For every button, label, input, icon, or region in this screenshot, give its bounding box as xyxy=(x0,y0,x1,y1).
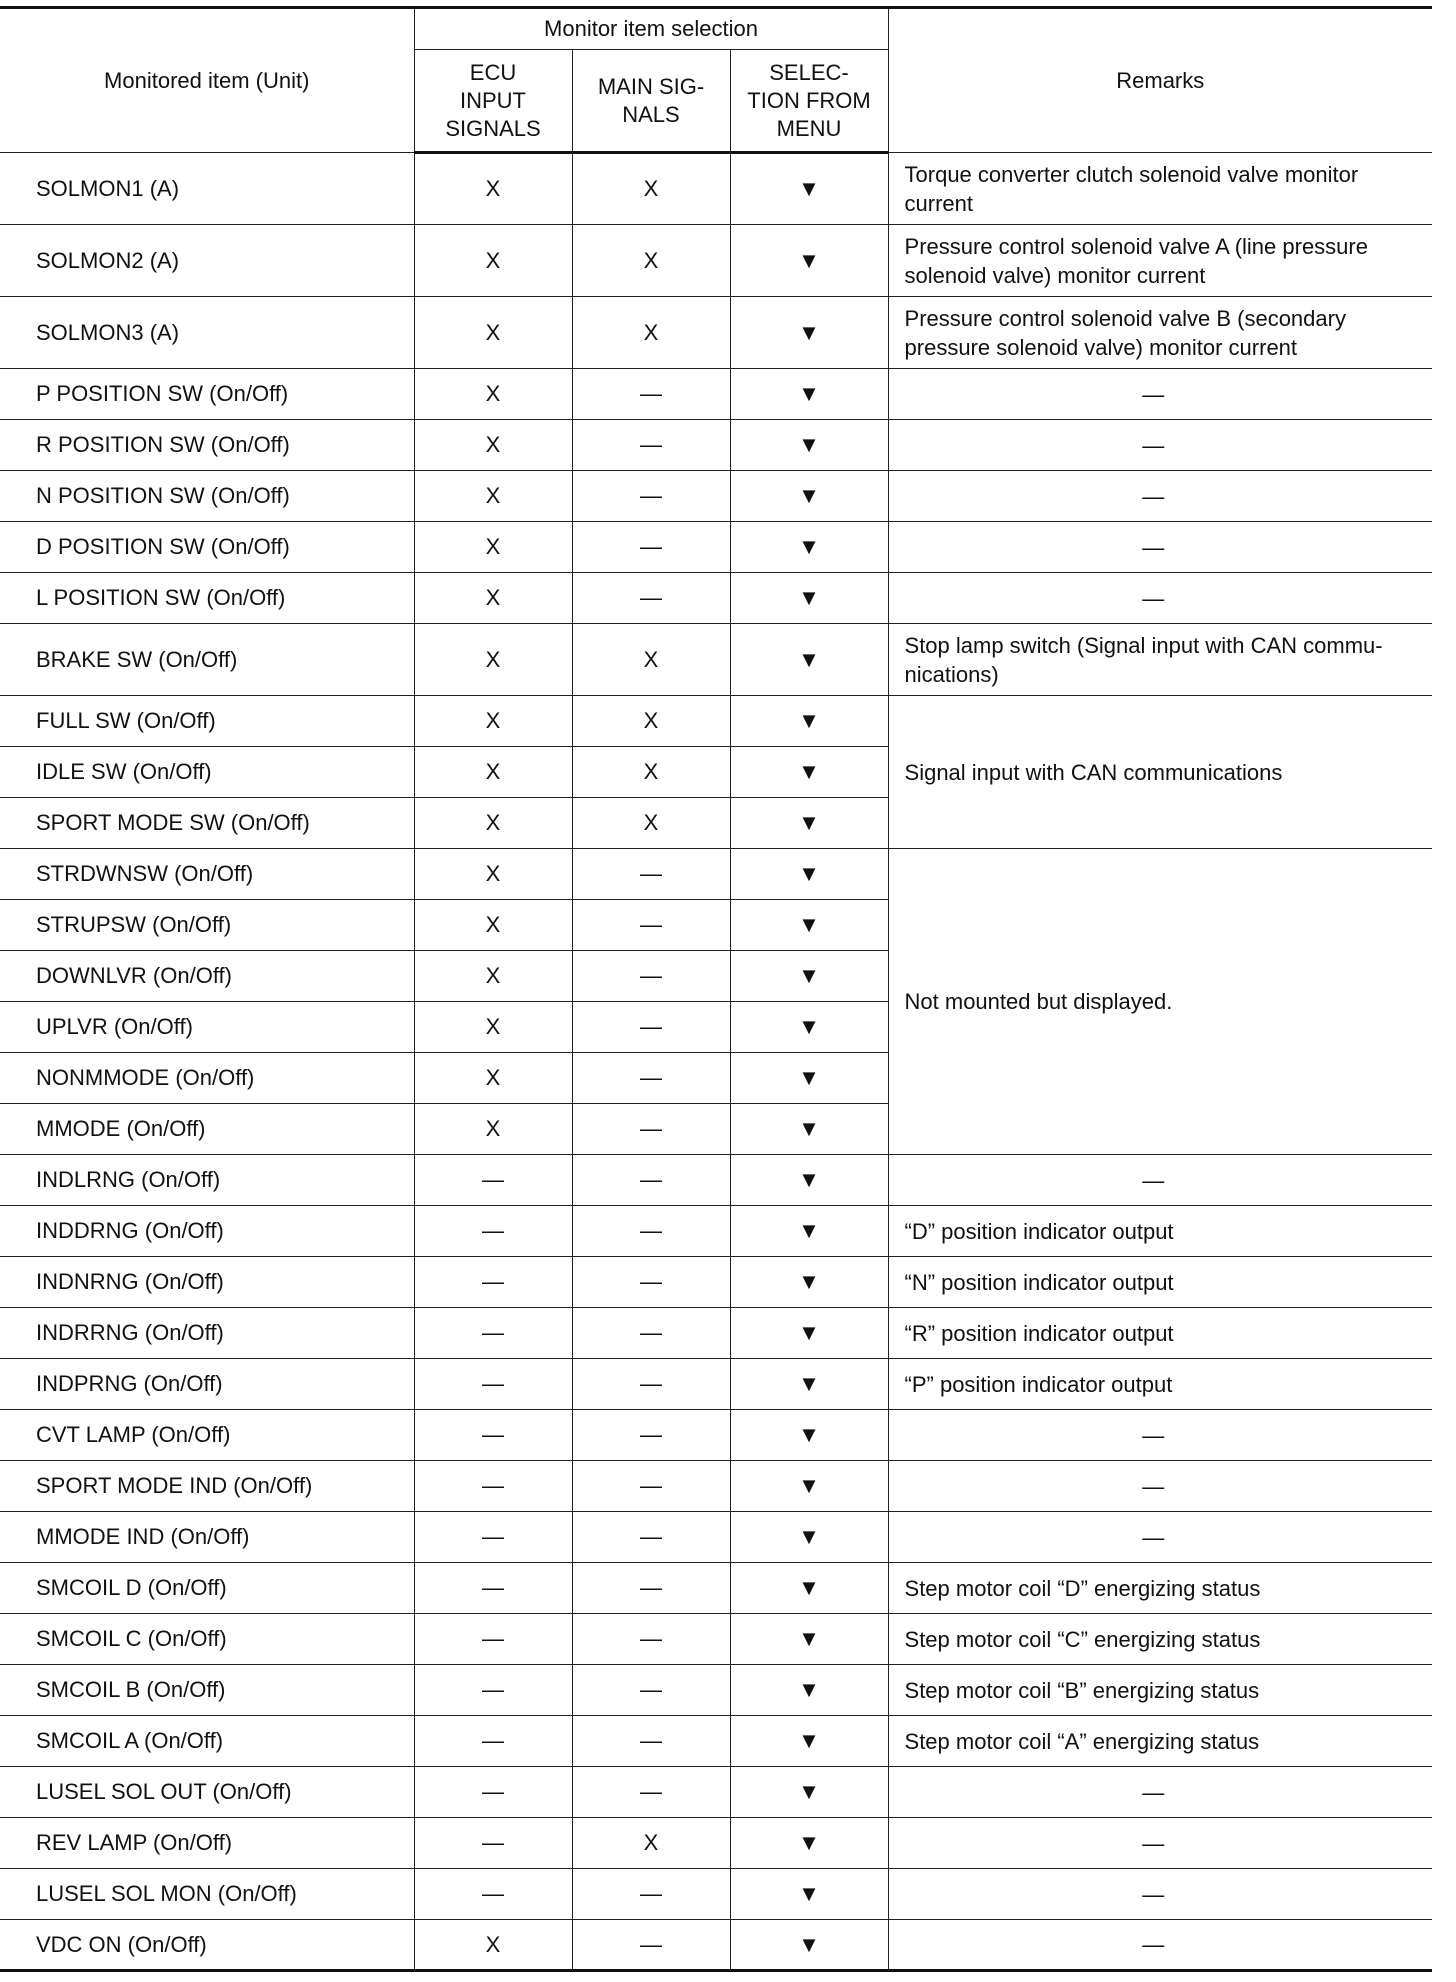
selection-from-menu-cell: ▼ xyxy=(730,1563,888,1614)
ecu-input-cell: X xyxy=(414,1053,572,1104)
ecu-input-cell: — xyxy=(414,1767,572,1818)
selection-from-menu-cell: ▼ xyxy=(730,951,888,1002)
table-row xyxy=(0,1563,1432,1614)
table-row xyxy=(0,1206,1432,1257)
ecu-input-cell: — xyxy=(414,1359,572,1410)
main-signals-cell: — xyxy=(572,1767,730,1818)
selection-from-menu-cell: ▼ xyxy=(730,1257,888,1308)
table-row xyxy=(0,369,1432,420)
selection-from-menu-cell: ▼ xyxy=(730,1308,888,1359)
monitored-item-cell: SOLMON2 (A) xyxy=(0,225,414,297)
monitored-item-cell: IDLE SW (On/Off) xyxy=(0,747,414,798)
main-signals-cell: — xyxy=(572,1002,730,1053)
main-signals-cell: X xyxy=(572,624,730,696)
monitored-item-cell: DOWNLVR (On/Off) xyxy=(0,951,414,1002)
monitored-item-cell: FULL SW (On/Off) xyxy=(0,696,414,747)
ecu-input-cell: — xyxy=(414,1614,572,1665)
table-row xyxy=(0,624,1432,696)
ecu-input-cell: X xyxy=(414,951,572,1002)
header-main-signals: MAIN SIG- NALS xyxy=(572,50,730,153)
ecu-input-cell: — xyxy=(414,1869,572,1920)
ecu-input-cell: — xyxy=(414,1512,572,1563)
remarks-cell: Not mounted but displayed. xyxy=(888,849,1432,1155)
main-signals-cell: — xyxy=(572,471,730,522)
main-signals-cell: X xyxy=(572,153,730,225)
main-signals-cell: — xyxy=(572,1920,730,1971)
main-signals-cell: — xyxy=(572,1614,730,1665)
selection-from-menu-cell: ▼ xyxy=(730,1716,888,1767)
main-signals-cell: — xyxy=(572,522,730,573)
main-signals-cell: — xyxy=(572,1206,730,1257)
ecu-input-cell: X xyxy=(414,420,572,471)
main-signals-cell: — xyxy=(572,1359,730,1410)
ecu-input-cell: X xyxy=(414,747,572,798)
remarks-cell: — xyxy=(888,1818,1432,1869)
table-row xyxy=(0,297,1432,369)
selection-from-menu-cell: ▼ xyxy=(730,471,888,522)
table-row xyxy=(0,1155,1432,1206)
ecu-input-cell: X xyxy=(414,471,572,522)
remarks-cell: Torque converter clutch solenoid valve monitor current xyxy=(888,153,1432,225)
ecu-input-cell: X xyxy=(414,1002,572,1053)
selection-from-menu-cell: ▼ xyxy=(730,1155,888,1206)
ecu-input-cell: X xyxy=(414,696,572,747)
table-row xyxy=(0,1512,1432,1563)
header-selection-from-menu: SELEC- TION FROM MENU xyxy=(730,50,888,153)
remarks-cell: — xyxy=(888,471,1432,522)
table-row xyxy=(0,1257,1432,1308)
selection-from-menu-cell: ▼ xyxy=(730,1920,888,1971)
selection-from-menu-cell: ▼ xyxy=(730,1665,888,1716)
remarks-cell: Step motor coil “C” energizing status xyxy=(888,1614,1432,1665)
table-row xyxy=(0,1767,1432,1818)
ecu-input-cell: — xyxy=(414,1308,572,1359)
selection-from-menu-cell: ▼ xyxy=(730,849,888,900)
monitored-item-cell: REV LAMP (On/Off) xyxy=(0,1818,414,1869)
main-signals-cell: — xyxy=(572,900,730,951)
table-row xyxy=(0,225,1432,297)
selection-from-menu-cell: ▼ xyxy=(730,1053,888,1104)
monitored-item-cell: LUSEL SOL MON (On/Off) xyxy=(0,1869,414,1920)
main-signals-cell: — xyxy=(572,951,730,1002)
selection-from-menu-cell: ▼ xyxy=(730,1461,888,1512)
ecu-input-cell: X xyxy=(414,297,572,369)
table-row xyxy=(0,1716,1432,1767)
selection-from-menu-cell: ▼ xyxy=(730,225,888,297)
selection-from-menu-cell: ▼ xyxy=(730,1512,888,1563)
table-row xyxy=(0,420,1432,471)
monitored-item-cell: SMCOIL A (On/Off) xyxy=(0,1716,414,1767)
header-remarks: Remarks xyxy=(888,8,1432,153)
selection-from-menu-cell: ▼ xyxy=(730,297,888,369)
ecu-input-cell: X xyxy=(414,849,572,900)
remarks-cell: “R” position indicator output xyxy=(888,1308,1432,1359)
ecu-input-cell: — xyxy=(414,1461,572,1512)
ecu-input-cell: X xyxy=(414,798,572,849)
ecu-input-cell: — xyxy=(414,1410,572,1461)
selection-from-menu-cell: ▼ xyxy=(730,420,888,471)
main-signals-cell: — xyxy=(572,1869,730,1920)
ecu-input-cell: X xyxy=(414,900,572,951)
table-row xyxy=(0,1308,1432,1359)
selection-from-menu-cell: ▼ xyxy=(730,900,888,951)
main-signals-cell: — xyxy=(572,1716,730,1767)
monitored-item-cell: SPORT MODE IND (On/Off) xyxy=(0,1461,414,1512)
monitored-item-cell: LUSEL SOL OUT (On/Off) xyxy=(0,1767,414,1818)
monitored-item-cell: BRAKE SW (On/Off) xyxy=(0,624,414,696)
main-signals-cell: — xyxy=(572,1512,730,1563)
monitored-item-cell: VDC ON (On/Off) xyxy=(0,1920,414,1971)
remarks-cell: — xyxy=(888,1155,1432,1206)
selection-from-menu-cell: ▼ xyxy=(730,1104,888,1155)
ecu-input-cell: X xyxy=(414,522,572,573)
ecu-input-cell: — xyxy=(414,1155,572,1206)
table-row xyxy=(0,849,1432,900)
remarks-cell: “N” position indicator output xyxy=(888,1257,1432,1308)
monitored-item-cell: STRDWNSW (On/Off) xyxy=(0,849,414,900)
monitored-item-cell: UPLVR (On/Off) xyxy=(0,1002,414,1053)
selection-from-menu-cell: ▼ xyxy=(730,153,888,225)
main-signals-cell: X xyxy=(572,297,730,369)
monitored-item-cell: SMCOIL D (On/Off) xyxy=(0,1563,414,1614)
remarks-cell: — xyxy=(888,522,1432,573)
ecu-input-cell: — xyxy=(414,1257,572,1308)
monitored-item-cell: INDLRNG (On/Off) xyxy=(0,1155,414,1206)
ecu-input-cell: — xyxy=(414,1665,572,1716)
remarks-cell: Step motor coil “D” energizing status xyxy=(888,1563,1432,1614)
remarks-cell: Step motor coil “A” energizing status xyxy=(888,1716,1432,1767)
main-signals-cell: — xyxy=(572,1461,730,1512)
remarks-cell: — xyxy=(888,420,1432,471)
table-row xyxy=(0,696,1432,747)
header-ecu-input-signals: ECU INPUT SIGNALS xyxy=(414,50,572,153)
remarks-cell: — xyxy=(888,1410,1432,1461)
monitored-item-cell: STRUPSW (On/Off) xyxy=(0,900,414,951)
monitored-item-cell: R POSITION SW (On/Off) xyxy=(0,420,414,471)
remarks-cell: Pressure control solenoid valve A (line pressure solenoid valve) monitor current xyxy=(888,225,1432,297)
ecu-input-cell: X xyxy=(414,369,572,420)
table-row xyxy=(0,471,1432,522)
table-row xyxy=(0,1614,1432,1665)
ecu-input-cell: — xyxy=(414,1818,572,1869)
ecu-input-cell: X xyxy=(414,153,572,225)
main-signals-cell: — xyxy=(572,369,730,420)
main-signals-cell: X xyxy=(572,225,730,297)
selection-from-menu-cell: ▼ xyxy=(730,696,888,747)
remarks-cell: Step motor coil “B” energizing status xyxy=(888,1665,1432,1716)
main-signals-cell: — xyxy=(572,1104,730,1155)
main-signals-cell: X xyxy=(572,747,730,798)
monitored-item-cell: N POSITION SW (On/Off) xyxy=(0,471,414,522)
monitored-item-cell: SPORT MODE SW (On/Off) xyxy=(0,798,414,849)
main-signals-cell: X xyxy=(572,696,730,747)
header-monitored-item: Monitored item (Unit) xyxy=(0,8,414,153)
monitored-item-cell: NONMMODE (On/Off) xyxy=(0,1053,414,1104)
selection-from-menu-cell: ▼ xyxy=(730,522,888,573)
selection-from-menu-cell: ▼ xyxy=(730,1767,888,1818)
monitored-item-cell: P POSITION SW (On/Off) xyxy=(0,369,414,420)
main-signals-cell: — xyxy=(572,1563,730,1614)
table-row xyxy=(0,1818,1432,1869)
remarks-cell: — xyxy=(888,1512,1432,1563)
ecu-input-cell: — xyxy=(414,1563,572,1614)
table-row xyxy=(0,1920,1432,1971)
selection-from-menu-cell: ▼ xyxy=(730,798,888,849)
monitored-item-cell: SOLMON3 (A) xyxy=(0,297,414,369)
ecu-input-cell: X xyxy=(414,573,572,624)
table-row xyxy=(0,1461,1432,1512)
remarks-cell: — xyxy=(888,1920,1432,1971)
remarks-cell: — xyxy=(888,1767,1432,1818)
remarks-cell: Signal input with CAN communications xyxy=(888,696,1432,849)
main-signals-cell: X xyxy=(572,1818,730,1869)
main-signals-cell: — xyxy=(572,849,730,900)
remarks-cell: “P” position indicator output xyxy=(888,1359,1432,1410)
selection-from-menu-cell: ▼ xyxy=(730,573,888,624)
ecu-input-cell: X xyxy=(414,624,572,696)
selection-from-menu-cell: ▼ xyxy=(730,1614,888,1665)
table-row xyxy=(0,573,1432,624)
selection-from-menu-cell: ▼ xyxy=(730,1818,888,1869)
monitored-item-cell: SMCOIL C (On/Off) xyxy=(0,1614,414,1665)
remarks-cell: “D” position indicator output xyxy=(888,1206,1432,1257)
monitored-item-cell: INDDRNG (On/Off) xyxy=(0,1206,414,1257)
monitored-item-cell: INDNRNG (On/Off) xyxy=(0,1257,414,1308)
table-row xyxy=(0,522,1432,573)
main-signals-cell: — xyxy=(572,1155,730,1206)
table-row xyxy=(0,1665,1432,1716)
ecu-input-cell: — xyxy=(414,1716,572,1767)
selection-from-menu-cell: ▼ xyxy=(730,369,888,420)
ecu-input-cell: — xyxy=(414,1206,572,1257)
selection-from-menu-cell: ▼ xyxy=(730,1359,888,1410)
remarks-cell: — xyxy=(888,369,1432,420)
selection-from-menu-cell: ▼ xyxy=(730,1002,888,1053)
remarks-cell: — xyxy=(888,1869,1432,1920)
monitored-item-cell: INDRRNG (On/Off) xyxy=(0,1308,414,1359)
selection-from-menu-cell: ▼ xyxy=(730,1410,888,1461)
remarks-cell: Pressure control solenoid valve B (secondary pressure solenoid valve) monitor current xyxy=(888,297,1432,369)
selection-from-menu-cell: ▼ xyxy=(730,624,888,696)
ecu-input-cell: X xyxy=(414,1104,572,1155)
monitored-item-cell: SMCOIL B (On/Off) xyxy=(0,1665,414,1716)
main-signals-cell: — xyxy=(572,420,730,471)
remarks-cell: Stop lamp switch (Signal input with CAN commu- nications) xyxy=(888,624,1432,696)
remarks-cell: — xyxy=(888,573,1432,624)
monitored-item-cell: CVT LAMP (On/Off) xyxy=(0,1410,414,1461)
monitored-item-cell: D POSITION SW (On/Off) xyxy=(0,522,414,573)
monitored-item-cell: SOLMON1 (A) xyxy=(0,153,414,225)
header-monitor-item-selection: Monitor item selection xyxy=(414,8,888,50)
monitored-item-cell: L POSITION SW (On/Off) xyxy=(0,573,414,624)
ecu-input-cell: X xyxy=(414,1920,572,1971)
main-signals-cell: X xyxy=(572,798,730,849)
main-signals-cell: — xyxy=(572,1053,730,1104)
monitor-item-table xyxy=(0,6,1432,1972)
main-signals-cell: — xyxy=(572,1257,730,1308)
main-signals-cell: — xyxy=(572,1665,730,1716)
selection-from-menu-cell: ▼ xyxy=(730,747,888,798)
table-row xyxy=(0,153,1432,225)
remarks-cell: — xyxy=(888,1461,1432,1512)
table-row xyxy=(0,1410,1432,1461)
table-row xyxy=(0,1869,1432,1920)
selection-from-menu-cell: ▼ xyxy=(730,1206,888,1257)
monitored-item-cell: INDPRNG (On/Off) xyxy=(0,1359,414,1410)
main-signals-cell: — xyxy=(572,573,730,624)
table-row xyxy=(0,1359,1432,1410)
main-signals-cell: — xyxy=(572,1308,730,1359)
table-body xyxy=(0,153,1432,1971)
monitored-item-cell: MMODE IND (On/Off) xyxy=(0,1512,414,1563)
main-signals-cell: — xyxy=(572,1410,730,1461)
selection-from-menu-cell: ▼ xyxy=(730,1869,888,1920)
monitored-item-cell: MMODE (On/Off) xyxy=(0,1104,414,1155)
ecu-input-cell: X xyxy=(414,225,572,297)
